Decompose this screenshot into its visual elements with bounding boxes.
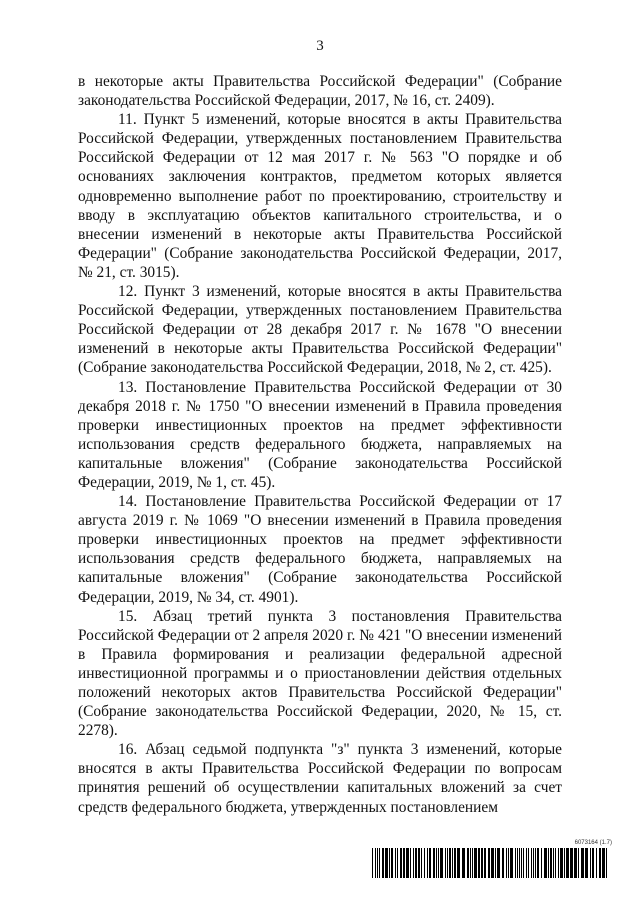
paragraph-item-14: 14. Постановление Правительства Российской Федерации от 17 августа 2019 г. № 1069 "О внесении изменений в Правила проведения проверки инвестиционных проектов на предмет эффективности использования средств федерального бюджета, направляемых на капитальные вложения" (Собрание законодательства Российской Федерации, 2019, № 34, ст. 4901). xyxy=(78,493,562,606)
paragraph-item-12: 12. Пункт 3 изменений, которые вносятся в акты Правительства Российской Федерации, утвержденных постановлением Правительства Российской Федерации от 28 декабря 2017 г. № 1678 "О внесении изменений в некоторые акты Правительства Российской Федерации" (Собрание законодательства Российской Федерации, 2018, № 2, ст. 425). xyxy=(78,283,562,377)
paragraph-item-16: 16. Абзац седьмой подпункта "з" пункта 3 изменений, которые вносятся в акты Правительства Российской Федерации по вопросам принятия решений об осуществлении капитальных вложений за счет средств федерального бюджета, утвержденных постановлением xyxy=(78,741,562,816)
document-code: 6073164 (1.7) xyxy=(574,840,612,846)
paragraph-item-15: 15. Абзац третий пункта 3 постановления Правительства Российской Федерации от 2 апреля 2020 г. № 421 "О внесении изменений в Правила формирования и реализации федеральной адресной инвестиционной программы и о приостановлении действия отдельных положений некоторых актов Правительства Российской Федерации" (Собрание законодательства Российской Федерации, 2020, № 15, ст. 2278). xyxy=(78,607,562,740)
barcode-image xyxy=(372,848,608,878)
document-body xyxy=(78,72,562,817)
page-number: 3 xyxy=(316,38,324,54)
paragraph-item-13: 13. Постановление Правительства Российской Федерации от 30 декабря 2018 г. № 1750 "О внесении изменений в Правила проведения проверки инвестиционных проектов на предмет эффективности использования средств федерального бюджета, направляемых на капитальные вложения" (Собрание законодательства Российской Федерации, 2019, № 1, ст. 45). xyxy=(78,378,562,491)
paragraph-item-11: 11. Пункт 5 изменений, которые вносятся в акты Правительства Российской Федерации, утвержденных постановлением Правительства Российской Федерации от 12 мая 2017 г. № 563 "О порядке и об основаниях заключения контрактов, предметом которых является одновременно выполнение работ по проектированию, строительству и вводу в эксплуатацию объектов капитального строительства, и о внесении изменений в некоторые акты Правительства Российской Федерации" (Собрание законодательства Российской Федерации, 2017, № 21, ст. 3015). xyxy=(78,111,562,281)
paragraph-continuation: в некоторые акты Правительства Российской Федерации" (Собрание законодательства Российской Федерации, 2017, № 16, ст. 2409). xyxy=(78,73,562,110)
